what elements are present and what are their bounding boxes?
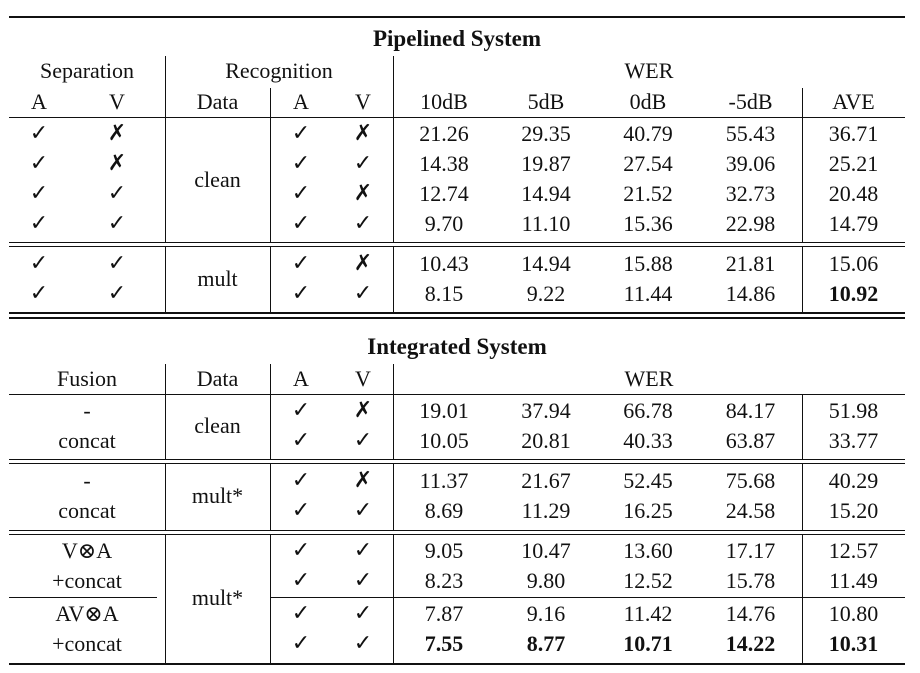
fusion-cell: AV⊗A (55, 601, 119, 626)
rec-v-mark: ✓ (353, 281, 373, 306)
wer-cell: 10.47 (521, 538, 571, 563)
wer-cell: 52.45 (623, 468, 673, 493)
fusion-header: Fusion (57, 366, 117, 391)
wer-cell: 29.35 (521, 121, 571, 146)
wer-cell: 21.67 (521, 468, 571, 493)
v-mark: ✓ (353, 601, 373, 626)
rec-a-mark: ✓ (291, 211, 311, 236)
group-rule-1b (9, 246, 905, 247)
wer-cell: 7.87 (424, 601, 464, 626)
v-mark: ✗ (353, 468, 373, 493)
a-mark: ✓ (291, 398, 311, 423)
group-rule-3b (9, 534, 905, 535)
v-mark: ✓ (353, 498, 373, 523)
wer-cell: 37.94 (521, 398, 571, 423)
ave-cell: 10.92 (828, 281, 879, 306)
mid-rule-3 (270, 597, 905, 598)
vrule-data2-2 (270, 463, 271, 530)
separation-header: Separation (39, 58, 135, 83)
ave-cell: 10.31 (828, 631, 879, 656)
wer-cell: 9.16 (526, 601, 566, 626)
group-rule-2b (9, 463, 905, 464)
rec-v-mark: ✗ (353, 251, 373, 276)
wer-cell: 13.60 (623, 538, 673, 563)
ave-cell: 51.98 (828, 398, 879, 423)
wer-cell: 10.05 (419, 428, 469, 453)
header-rule (9, 117, 905, 118)
vrule-data (270, 88, 271, 242)
ave-cell: 14.79 (828, 211, 879, 236)
sep-a-mark: ✓ (29, 181, 49, 206)
wer-cell: 14.38 (419, 151, 469, 176)
header-rule-2 (9, 394, 905, 395)
wer-cell: 75.68 (725, 468, 776, 493)
ave-cell: 25.21 (828, 151, 879, 176)
data-header: Data (196, 89, 239, 114)
rec-v-header: V (355, 89, 371, 114)
vrule-data-2 (270, 246, 271, 312)
v-mark: ✓ (353, 538, 373, 563)
sep-a-mark: ✓ (29, 121, 49, 146)
sep-v-header: V (109, 89, 125, 114)
wer-cell: 84.17 (725, 398, 776, 423)
a-mark: ✓ (291, 601, 311, 626)
wer-cell: 40.79 (623, 121, 673, 146)
wer-cell: 19.01 (419, 398, 469, 423)
v-header: V (355, 366, 371, 391)
snr-0db-header: 0dB (629, 89, 667, 114)
v-mark: ✗ (353, 398, 373, 423)
mid-rule-b (9, 317, 905, 319)
sep-v-mark: ✓ (107, 211, 127, 236)
fusion-cell: concat (58, 428, 116, 453)
a-mark: ✓ (291, 428, 311, 453)
ave-cell: 36.71 (828, 121, 879, 146)
sep-a-mark: ✓ (29, 151, 49, 176)
sep-a-mark: ✓ (29, 211, 49, 236)
a-mark: ✓ (291, 468, 311, 493)
a-mark: ✓ (291, 538, 311, 563)
top-rule (9, 16, 905, 18)
wer2-header: WER (624, 366, 674, 391)
wer-header: WER (624, 58, 674, 83)
wer-cell: 17.17 (725, 538, 776, 563)
fusion-cell: concat (58, 498, 116, 523)
pipelined-title: Pipelined System (372, 26, 542, 51)
wer-cell: 15.88 (623, 251, 673, 276)
sep-v-mark: ✓ (107, 181, 127, 206)
group-rule-2a (9, 459, 905, 460)
ave-cell: 15.20 (828, 498, 879, 523)
data2-header: Data (196, 366, 239, 391)
v-mark: ✓ (353, 631, 373, 656)
wer-cell: 11.42 (623, 601, 673, 626)
wer-cell: 39.06 (725, 151, 776, 176)
sep-a-header: A (31, 89, 47, 114)
ave-cell: 15.06 (828, 251, 879, 276)
group-rule-1a (9, 242, 905, 243)
mid-rule-a (9, 312, 905, 314)
recognition-header: Recognition (225, 58, 333, 83)
wer-cell: 12.52 (623, 568, 673, 593)
fusion-cell: - (83, 398, 91, 423)
sep-v-mark: ✓ (107, 281, 127, 306)
wer-cell: 9.22 (526, 281, 566, 306)
sep-v-mark: ✗ (107, 121, 127, 146)
sep-a-mark: ✓ (29, 281, 49, 306)
integrated-data-clean: clean (194, 413, 241, 438)
v-mark: ✓ (353, 428, 373, 453)
ave-header: AVE (832, 89, 875, 114)
wer-cell: 9.05 (424, 538, 464, 563)
a-mark: ✓ (291, 498, 311, 523)
wer-cell: 24.58 (725, 498, 776, 523)
wer-cell: 63.87 (725, 428, 776, 453)
wer-cell: 22.98 (725, 211, 776, 236)
ave-cell: 11.49 (829, 568, 878, 593)
pipelined-data-clean: clean (194, 167, 241, 192)
wer-cell: 11.29 (521, 498, 571, 523)
snr-m5db-header: -5dB (728, 89, 773, 114)
wer-cell: 15.36 (623, 211, 673, 236)
wer-cell: 12.74 (419, 181, 469, 206)
ave-cell: 40.29 (828, 468, 879, 493)
fusion-cell: - (83, 468, 91, 493)
sep-v-mark: ✗ (107, 151, 127, 176)
ave-cell: 33.77 (828, 428, 879, 453)
fusion-cell: +concat (52, 568, 122, 593)
wer-cell: 14.86 (725, 281, 776, 306)
wer-cell: 9.70 (424, 211, 464, 236)
sep-v-mark: ✓ (107, 251, 127, 276)
wer-cell: 8.23 (424, 568, 464, 593)
rec-v-mark: ✓ (353, 211, 373, 236)
wer-cell: 15.78 (725, 568, 776, 593)
wer-cell: 27.54 (623, 151, 673, 176)
wer-cell: 14.94 (521, 181, 571, 206)
ave-cell: 12.57 (828, 538, 879, 563)
rec-a-header: A (293, 89, 309, 114)
wer-cell: 9.80 (526, 568, 566, 593)
wer-cell: 16.25 (623, 498, 673, 523)
wer-cell: 10.43 (419, 251, 469, 276)
wer-cell: 21.81 (725, 251, 776, 276)
wer-cell: 21.26 (419, 121, 469, 146)
snr-10db-header: 10dB (420, 89, 468, 114)
integrated-data-mult-1: mult* (191, 483, 244, 508)
wer-cell: 8.77 (526, 631, 566, 656)
rec-a-mark: ✓ (291, 251, 311, 276)
rec-a-mark: ✓ (291, 151, 311, 176)
ave-cell: 10.80 (828, 601, 879, 626)
snr-5db-header: 5dB (527, 89, 565, 114)
rec-v-mark: ✗ (353, 181, 373, 206)
wer-cell: 20.81 (521, 428, 571, 453)
rec-a-mark: ✓ (291, 121, 311, 146)
vrule-data2 (270, 364, 271, 459)
rec-a-mark: ✓ (291, 181, 311, 206)
integrated-title: Integrated System (367, 334, 547, 359)
rec-a-mark: ✓ (291, 281, 311, 306)
fusion-cell: V⊗A (61, 538, 113, 563)
a-header: A (293, 366, 309, 391)
wer-cell: 8.69 (424, 498, 464, 523)
wer-cell: 14.76 (725, 601, 776, 626)
a-mark: ✓ (291, 568, 311, 593)
sep-a-mark: ✓ (29, 251, 49, 276)
group-rule-3a (9, 530, 905, 531)
a-mark: ✓ (291, 631, 311, 656)
wer-cell: 55.43 (725, 121, 776, 146)
integrated-data-mult-2: mult* (191, 585, 244, 610)
wer-cell: 11.37 (419, 468, 469, 493)
rec-v-mark: ✗ (353, 121, 373, 146)
wer-cell: 7.55 (424, 631, 464, 656)
ave-cell: 20.48 (828, 181, 879, 206)
wer-cell: 11.44 (623, 281, 673, 306)
fusion-rule (9, 597, 157, 598)
wer-cell: 21.52 (623, 181, 673, 206)
rec-v-mark: ✓ (353, 151, 373, 176)
fusion-cell: +concat (52, 631, 122, 656)
vrule-data2-3 (270, 534, 271, 663)
wer-cell: 66.78 (623, 398, 673, 423)
wer-cell: 19.87 (521, 151, 571, 176)
wer-cell: 11.10 (521, 211, 571, 236)
wer-cell: 14.22 (725, 631, 776, 656)
v-mark: ✓ (353, 568, 373, 593)
wer-cell: 14.94 (521, 251, 571, 276)
pipelined-data-mult: mult (197, 266, 238, 291)
wer-cell: 32.73 (725, 181, 776, 206)
bottom-rule (9, 663, 905, 665)
wer-cell: 40.33 (623, 428, 673, 453)
wer-cell: 8.15 (424, 281, 464, 306)
wer-cell: 10.71 (623, 631, 673, 656)
